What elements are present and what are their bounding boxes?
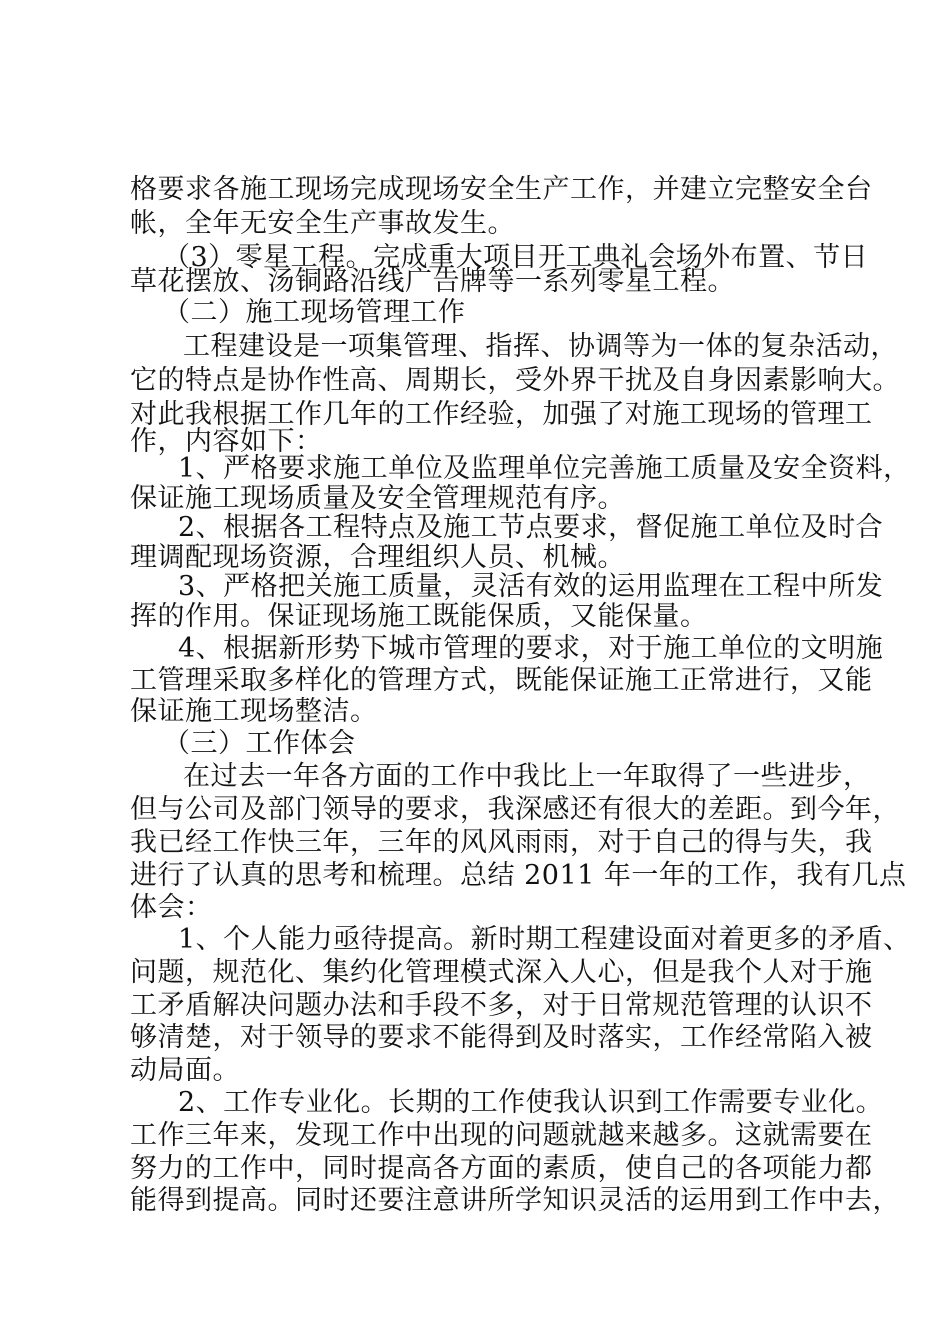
text-line: 动局面。 (130, 1055, 240, 1086)
text-line: 帐，全年无安全生产事故发生。 (130, 208, 515, 239)
text-line: （3）零星工程。完成重大项目开工典礼会场外布置、节日 (163, 242, 869, 273)
text-line: 1、个人能力亟待提高。新时期工程建设面对着更多的矛盾、 (178, 924, 911, 955)
text-line: 但与公司及部门领导的要求，我深感还有很大的差距。到今年， (130, 794, 900, 825)
text-line: 保证施工现场质量及安全管理规范有序。 (130, 483, 625, 514)
text-line: 工管理采取多样化的管理方式，既能保证施工正常进行，又能 (130, 665, 873, 696)
text-line: 挥的作用。保证现场施工既能保质，又能保量。 (130, 601, 708, 632)
text-line: 3、严格把关施工质量，灵活有效的运用监理在工程中所发 (178, 571, 884, 602)
section-heading: （二）施工现场管理工作 (163, 297, 466, 328)
text-line: 2、根据各工程特点及施工节点要求，督促施工单位及时合 (178, 512, 884, 543)
text-line: 体会： (130, 892, 213, 923)
text-line: 能得到提高。同时还要注意讲所学知识灵活的运用到工作中去， (130, 1185, 900, 1216)
text-line: 它的特点是协作性高、周期长，受外界干扰及自身因素影响大。 (130, 365, 900, 396)
text-line: 在过去一年各方面的工作中我比上一年取得了一些进步， (183, 761, 871, 792)
text-line: 4、根据新形势下城市管理的要求，对于施工单位的文明施 (178, 633, 884, 664)
text-line: 够清楚，对于领导的要求不能得到及时落实，工作经常陷入被 (130, 1022, 873, 1053)
text-line: 保证施工现场整洁。 (130, 696, 378, 727)
text-line: 对此我根据工作几年的工作经验，加强了对施工现场的管理工 (130, 399, 873, 430)
text-line: 格要求各施工现场完成现场安全生产工作，并建立完整安全台 (130, 174, 873, 205)
text-line: 理调配现场资源，合理组织人员、机械。 (130, 542, 625, 573)
section-heading: （三）工作体会 (163, 728, 356, 759)
text-line: 问题，规范化、集约化管理模式深入人心，但是我个人对于施 (130, 957, 873, 988)
text-line: 2、工作专业化。长期的工作使我认识到工作需要专业化。 (178, 1087, 884, 1118)
text-line: 草花摆放、汤铜路沿线广告牌等一系列零星工程。 (130, 266, 735, 297)
text-line: 工矛盾解决问题办法和手段不多，对于日常规范管理的认识不 (130, 990, 873, 1021)
text-line: 我已经工作快三年，三年的风风雨雨，对于自己的得与失，我 (130, 827, 873, 858)
text-line: 工作三年来，发现工作中出现的问题就越来越多。这就需要在 (130, 1120, 873, 1151)
text-line: 进行了认真的思考和梳理。总结 2011 年一年的工作，我有几点 (130, 860, 907, 891)
text-line: 作，内容如下： (130, 426, 323, 457)
text-line: 努力的工作中，同时提高各方面的素质，使自己的各项能力都 (130, 1153, 873, 1184)
text-line: 工程建设是一项集管理、指挥、协调等为一体的复杂活动， (183, 331, 898, 362)
text-line: 1、严格要求施工单位及监理单位完善施工质量及安全资料， (178, 453, 911, 484)
